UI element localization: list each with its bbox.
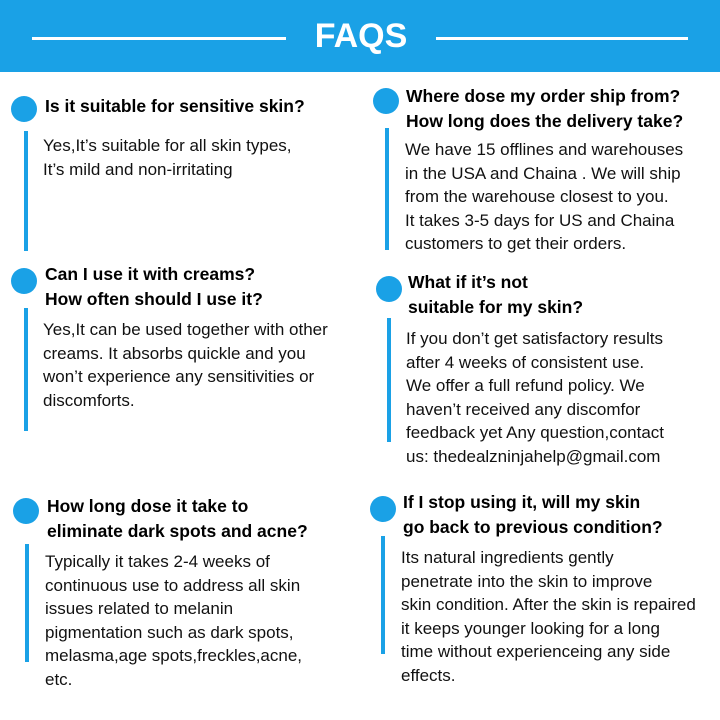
faq-item-stop-using — [370, 490, 720, 690]
faq-answer-bar — [387, 318, 391, 442]
header-divider-left — [32, 37, 286, 40]
faq-answer: We have 15 offlines and warehouses in the USA and Chaina . We will ship from the warehouse closest to you. It takes 3-5 days for US and Chaina customers to get their orders. — [405, 140, 684, 253]
faq-answer: Yes,It can be used together with other creams. It absorbs quickle and you won’t experience any sensitivities or discomforts. — [43, 320, 328, 410]
faq-answer-bar — [385, 128, 389, 250]
bullet-dot-icon — [11, 96, 37, 122]
bullet-dot-icon — [13, 498, 39, 524]
faq-answer-bar — [25, 544, 29, 662]
faq-answer-bar — [24, 131, 28, 251]
bullet-dot-icon — [11, 268, 37, 294]
faq-question: Is it suitable for sensitive skin? — [45, 96, 305, 116]
faq-question: How long dose it take to eliminate dark spots and acne? — [47, 496, 308, 541]
header-divider-right — [436, 37, 688, 40]
faq-answer: Typically it takes 2-4 weeks of continuous use to address all skin issues related to melanin pigmentation such as dark spots, melasma,age spots,freckles,acne, etc. — [45, 552, 303, 689]
faq-header-banner — [0, 0, 720, 72]
bullet-dot-icon — [373, 88, 399, 114]
faq-item-not-suitable — [376, 270, 720, 470]
faq-answer-bar — [381, 536, 385, 654]
page-title: FAQS — [314, 17, 408, 55]
faq-answer: Its natural ingredients gently penetrate into the skin to improve skin condition. After the skin is repaired it keeps younger looking for a long time without experienceing any side effects. — [401, 548, 696, 685]
faq-answer-bar — [24, 308, 28, 431]
faq-question: If I stop using it, will my skin go back to previous condition? — [403, 492, 663, 537]
faq-question: Can I use it with creams? How often should I use it? — [45, 264, 263, 309]
bullet-dot-icon — [370, 496, 396, 522]
faq-item-sensitive-skin — [11, 94, 351, 254]
faq-item-shipping — [373, 84, 720, 254]
faq-answer: Yes,It’s suitable for all skin types, It’s mild and non-irritating — [43, 136, 292, 179]
faq-question: What if it’s not suitable for my skin? — [408, 272, 584, 317]
faq-answer: If you don’t get satisfactory results after 4 weeks of consistent use. We offer a full refund policy. We haven’t received any discomfor feedback yet Any question,contact us: thedealzninjahelp@gmail.com — [406, 329, 665, 466]
faq-item-dark-spots — [13, 494, 353, 694]
bullet-dot-icon — [376, 276, 402, 302]
faq-question: Where dose my order ship from? How long does the delivery take? — [406, 86, 684, 131]
faq-item-creams — [11, 262, 361, 432]
